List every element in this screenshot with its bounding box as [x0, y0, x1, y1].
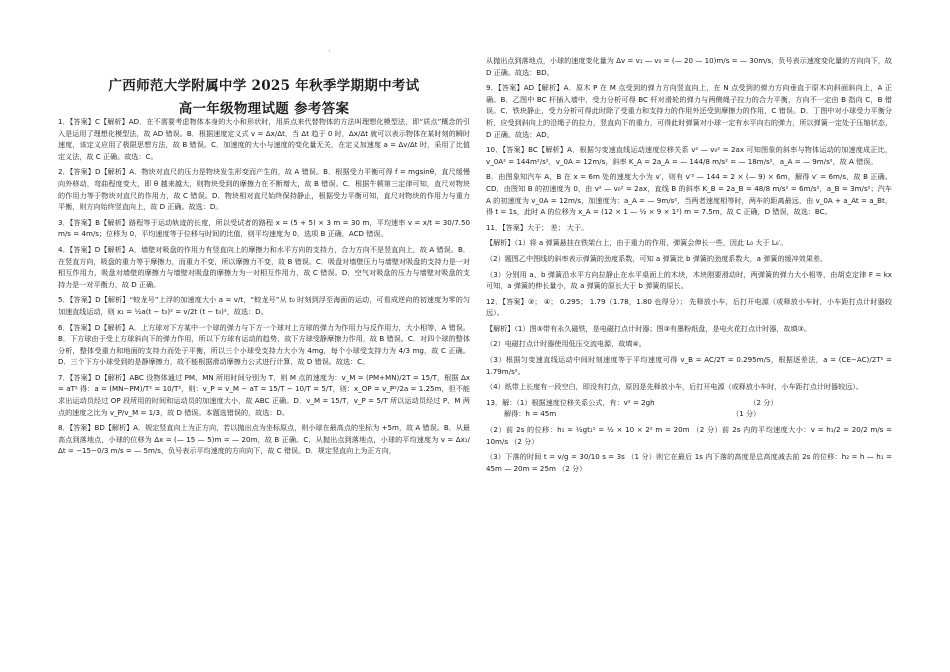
- answer-13-part1: 13．解：（1）根据速度位移关系公式，有：v² = 2gh （2 分） 解得：h = 45m （1 分）: [486, 397, 778, 419]
- answer-key-title: 高一年级物理试题 参考答案: [178, 101, 350, 117]
- answer-12-exp2: （2）电磁打点计时器使用低压交流电源，故填④。: [486, 339, 646, 349]
- answer-10a: 10．【答案】BC【解析】A．根据匀变速直线运动速度位移关系 v² — v₀² = 2ax 可知图象的斜率与物体运动的加速度成正比，v_0A² = 144m²/s²，v_0A = 12m/s，斜率 K_A = 2a_A = — 144/8 m/s² = — 18m/s²，a_A = — 9m/s²，故 A 错误。: [486, 145, 892, 166]
- answer-13-part3: （3）下落的时间 t = v/g = 30/10 s = 3s （1 分）则它在最后 1s 内下落的高度是总高度减去前 2s 的位移：h₂ = h — h₁ = 45m — 20m = 25m （2 分）: [486, 452, 892, 473]
- answer-7: 7．【答案】D【解析】ABC 设物体通过 PM、MN 所用时间分别为 T，则 M 点的速度为：v_M = (PM+MN)/2T = 15/T，根据 Δx = aT² 得：a = (MN−PM)/T² = 10/T²，则：v_P = v_M − aT = 15/T − 10/T = 5/T，则：x_OP = v_P²/2a = 1.25m，但不能求出运动员经过 OP 段所用的时间和运动员的加速度大小，故 ABC 正确。D．v_M = 15/T，v_P = 5/T 所以运动员经过 P、M 两点的速度之比为 v_P/v_M = 1/3，故 D 错误。本题选错误的，故选：D。: [58, 372, 470, 417]
- answer-10b: B．由图象知汽车 A，B 在 x = 6m 处的速度大小为 v′，则有 v′² — 144 = 2 × (— 9) × 6m，解得 v′ = 6m/s，故 B 正确。CD．由图知 B 的初速度为 0，由 v² — v₀² = 2ax，直线 B 的斜率 K_B = 2a_B = 48/8 m/s² = 6m/s²，a_B = 3m/s²；汽车 A 的初速度为 v_0A = 12m/s，加速度为：a_A = — 9m/s²，当两者速度相等时，两车的距离最远，由 v_0A + a_At = a_Bt，得 t = 1s，此时 A 的位移为 x_A = (12 × 1 — ½ × 9 × 1²) m = 7.5m，故 C 正确，D 错误，故选：BC。: [486, 172, 892, 217]
- answer-12-exp4: （4）纸带上长度有一段空白，即没有打点，原因是先释放小车，后打开电源（或释放小车时，小车距打点计时器较远）。: [486, 382, 863, 392]
- answer-3: 3．【答案】B【解析】路程等于运动轨迹的长度，所以受试者的路程 x = (5 + 5) × 3 m = 30 m，平均速率 v = x/t = 30/7.50 m/s = 4m/s；位移为 0，平均速度等于位移与时间的比值，则平均速度为 0，选项 B 正确，ACD 错误。: [58, 217, 470, 239]
- answer-8: 8．【答案】BD【解析】A．规定竖直向上为正方向，若以抛出点为坐标原点，则小球在最高点的坐标为 +5m，故 A 错误。B．从最高点到落地点，小球的位移为 Δx = (— 15 — 5)m = — 20m，故 B 正确。C．从抛出点到落地点，小球的平均速度为 v = Δx₁/Δt = −15−0/3 m/s = — 5m/s，负号表示平均速度的方向向下，故 C 错误。D．规定竖直向上为正方向，: [58, 423, 470, 456]
- exam-title: 广西师范大学附属中学 2025 年秋季学期期中考试: [108, 78, 420, 94]
- answer-11-exp2: （2）题图乙中图线的斜率表示弹簧的劲度系数，可知 a 弹簧比 b 弹簧的劲度系数大，a 弹簧的缓冲效果差。: [486, 253, 828, 263]
- answer-13-part2: （2）前 2s 的位移：h₁ = ½gt₁² = ½ × 10 × 2² m = 20m （2 分）前 2s 内的平均速度大小：v = h₁/2 = 20/2 m/s = 10m/s （2 分）: [486, 425, 892, 446]
- answer-5: 5．【答案】D【解析】“蛟龙号”上浮的加速度大小 a = v/t，“蛟龙号”从 t₀ 时刻到浮至海面的运动，可看成逆向的初速度为零的匀加速直线运动，则 x₁ = ½a(t − t₀)² = v/2t (t − t₀)²，故选：D。: [58, 295, 470, 316]
- answer-11: 11．【答案】大于； 差； 大于。: [486, 222, 589, 232]
- answer-2: 2．【答案】D【解析】A．物块对直尺的压力是物块发生形变而产生的，故 A 错误。B．根据受力平衡可得 f = mgsinθ，直尺缓慢向外移动，弯曲程度变大，即 θ 越来越大，则物块受到的摩擦力在不断增大，故 B 错误。C．根据牛顿第三定律可知，直尺对物块的作用力等于物块对直尺的作用力，故 C 错误。D．物块相对直尺始终保持静止，根据受力平衡可知，直尺对物块的作用力与重力平衡，则方向始终竖直向上，故 D 正确。故选：D。: [58, 167, 470, 212]
- answer-11-exp3: （3）分别用 a、b 弹簧沿水平方向拉静止在水平桌面上的木块，木块刚要滑动时，两弹簧的弹力大小相等，由胡克定律 F = kx 可知，a 弹簧的伸长量小，故 a 弹簧的原长大于 b 弹簧的原长。: [486, 269, 892, 291]
- answer-1: 1．【答案】C【解析】AD．在不需要考虑物体本身的大小和形状时，用质点来代替物体的方法叫理想化模型法，即“质点”概念的引入是运用了理想化模型法，故 AD 错误。B．根据速度定义式 v = Δx/Δt，当 Δt 趋于 0 时，Δx/Δt 就可以表示物体在某时刻的瞬时速度，该定义应用了极限思想方法，故 B 错误。C．加速度的大小与速度的变化量无关，在定义加速度 a = Δv/Δt 时，采用了比值定义法，故 C 正确。故选：C。: [58, 117, 470, 161]
- answer-12: 12．【答案】③； ④； 0.295； 1.79（1.78，1.80 也得分）； 先释放小车，后打开电源（或释放小车时，小车距打点计时器较远）。: [486, 296, 892, 318]
- answer-4: 4．【答案】D【解析】A．墙壁对吸盘的作用力有竖直向上的摩擦力和水平方向的支持力，合力方向不是竖直向上，故 A 错误。B．在竖直方向，吸盘的重力等于摩擦力，而重力不变，所以摩擦力不变，故 B 错误。C．吸盘对墙壁压力与墙壁对吸盘的支持力是一对相互作用力，吸盘对墙壁的摩擦力与墙壁对吸盘的摩擦力为一对相互作用力，故 C 错误。D．空气对吸盘的压力与墙壁对吸盘的支持力是一对平衡力，故 D 正确。: [58, 244, 470, 289]
- answer-11-exp1: 【解析】（1）将 a 弹簧悬挂在铁架台上，由于重力的作用，弹簧会伸长一些，因此 L₀ 大于 L₀′。: [486, 238, 788, 248]
- answer-8-cont: 从抛出点到落地点，小球的速度变化量为 Δv = v₁ — v₀ = (— 20 — 10)m/s = — 30m/s，负号表示速度变化量的方向向下，故 D 正确。故选：BD。: [486, 56, 892, 77]
- answer-12-exp3: （3）根据匀变速直线运动中间时刻速度等于平均速度可得 v_B = AC/2T = 0.295m/S，根据逐差法，a = (CE−AC)/2T² = 1.79m/s²。: [486, 355, 892, 376]
- answer-12-exp1: 【解析】（1）图⑤带有永久磁铁，是电磁打点计时器；图③有墨粉纸盘，是电火花打点计时器，故填③。: [486, 323, 812, 333]
- answer-6: 6．【答案】D【解析】A．上方球对下方某中一个球的弹力与下方一个球对上方球的弹力为作用力与反作用力，大小相等，A 错误。B．下方球由于受上方球斜向下的弹力作用，所以下方球有运动的趋势，故下方球受静摩擦力作用，故 B 错误。C．对四个球的整体分析，整体受重力和地面的支持力而处于平衡，所以三个小球受支持力大小为 4mg，每个小球受支持力为 4/3 mg，故 C 正确。D．三个下方小球受到的是静摩擦力，故不能根据滑动摩擦力公式进行计算，故 D 错误。故选：C。: [58, 322, 470, 367]
- header-dot: ·: [328, 47, 331, 56]
- answer-9: 9．【答案】AD【解析】A．原木 P 在 M 点受到的弹力方向竖直向上，在 N 点受到的弹力方向垂直于原木向斜面斜向上，A 正确。B．乙图中 BC 杆插入墙中，受力分析可得 BC 杆对滑轮的弹力与两侧绳子拉力的合力平衡，方向不一定由 B 指向 C，B 错误。C．铁块静止，受力分析可得此时除了受重力和支持力的作用外还受到摩擦力的作用，C 错误。D．丁图中对小球受力平衡分析，应受到斜向上的沿绳子的拉力，竖直向下的重力，可得此时弹簧对小球一定有水平向右的弹力，所以弹簧一定处于压缩状态，D 正确。故选：AD。: [486, 83, 892, 139]
